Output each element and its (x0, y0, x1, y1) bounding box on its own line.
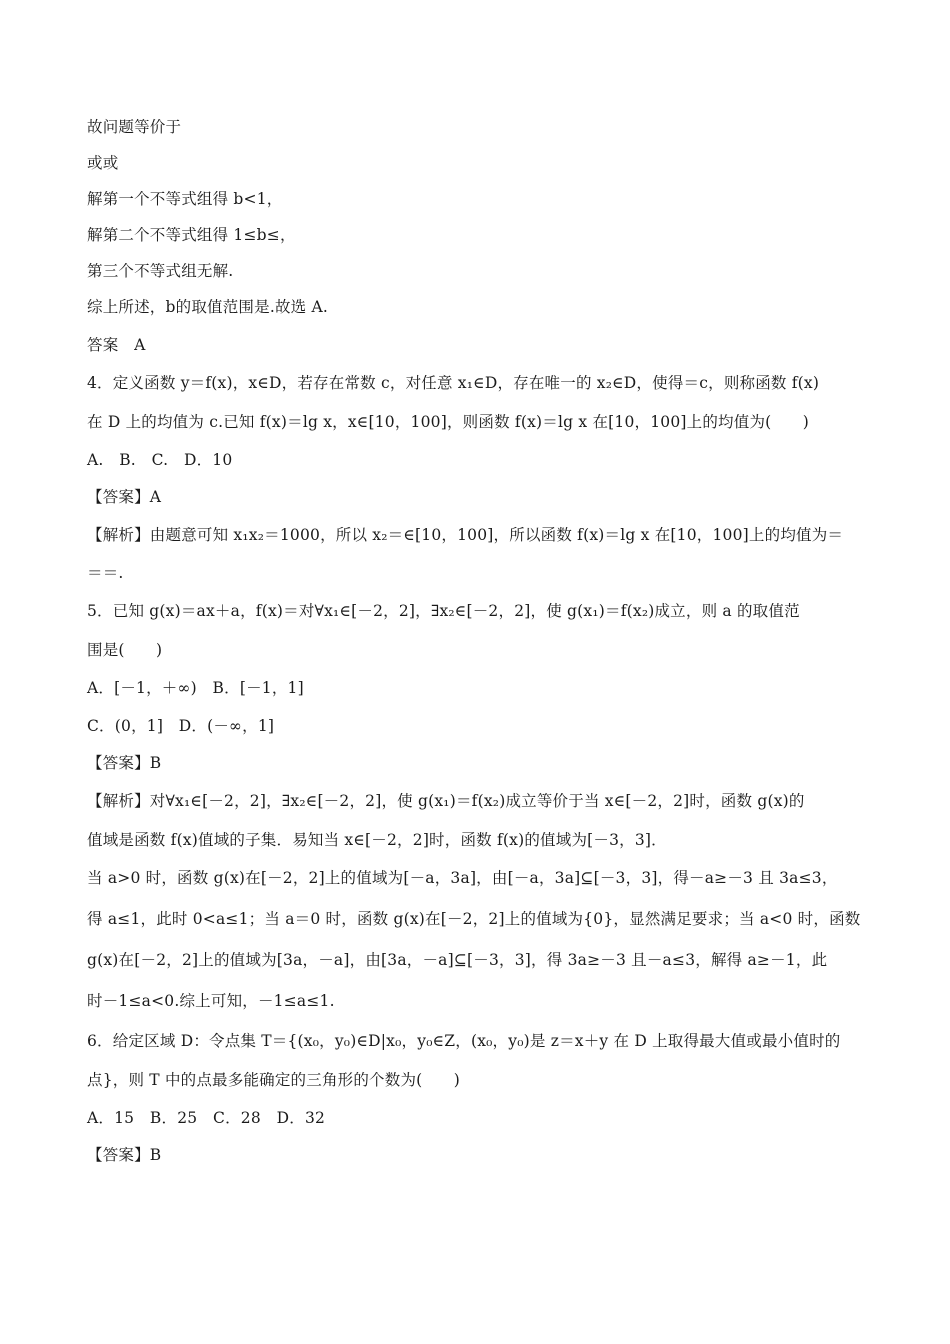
question-5-analysis: g(x)在[－2，2]上的值域为[3a，－a]，由[3a，－a]⊆[－3，3]，得 3a≥－3 且－a≤3，解得 a≥－1，此 (87, 951, 828, 969)
question-6-text: 6．给定区域 D：令点集 T＝{(x₀，y₀)∈D|x₀，y₀∈Z，(x₀，y₀)是 z＝x＋y 在 D 上取得最大值或最小值时的 (87, 1032, 841, 1050)
question-5-analysis: 时－1≤a<0.综上可知，－1≤a≤1. (87, 992, 335, 1010)
text-line: 故问题等价于 (87, 118, 182, 136)
question-4-answer: 【答案】A (87, 488, 162, 506)
question-4-text: 在 D 上的均值为 c.已知 f(x)＝lg x，x∈[10，100]，则函数 f(x)＝lg x 在[10，100]上的均值为( ) (87, 413, 810, 431)
question-5-answer: 【答案】B (87, 754, 162, 772)
question-5-analysis: 得 a≤1，此时 0<a≤1；当 a＝0 时，函数 g(x)在[－2，2]上的值域为{0}，显然满足要求；当 a<0 时，函数 (87, 910, 861, 928)
text-line: 综上所述，b的取值范围是.故选 A. (87, 298, 328, 316)
question-4-options: A. B. C. D．10 (87, 451, 233, 469)
answer-line: 答案 A (87, 336, 146, 354)
question-6-options: A．15 B．25 C．28 D．32 (87, 1109, 326, 1127)
question-5-options: A．[－1，＋∞) B．[－1，1] (87, 679, 304, 697)
question-4-analysis: 【解析】由题意可知 x₁x₂＝1000，所以 x₂＝∈[10，100]，所以函数 f(x)＝lg x 在[10，100]上的均值为＝ (87, 526, 844, 544)
question-6-text: 点}，则 T 中的点最多能确定的三角形的个数为( ) (87, 1071, 461, 1089)
text-line: 第三个不等式组无解. (87, 262, 234, 280)
question-5-analysis: 当 a>0 时，函数 g(x)在[－2，2]上的值域为[－a，3a]，由[－a，3a]⊆[－3，3]，得－a≥－3 且 3a≤3， (87, 869, 838, 887)
question-5-text: 5．已知 g(x)＝ax＋a，f(x)＝对∀x₁∈[－2，2]，∃x₂∈[－2，2]，使 g(x₁)＝f(x₂)成立，则 a 的取值范 (87, 602, 800, 620)
question-5-options: C．(0，1] D．(－∞，1] (87, 717, 275, 735)
text-line: 解第一个不等式组得 b<1， (87, 190, 283, 208)
text-line: 解第二个不等式组得 1≤b≤， (87, 226, 296, 244)
question-4-analysis: ＝＝. (87, 564, 124, 582)
question-5-text: 围是( ) (87, 641, 163, 659)
question-5-analysis: 【解析】对∀x₁∈[－2，2]，∃x₂∈[－2，2]，使 g(x₁)＝f(x₂)成立等价于当 x∈[－2，2]时，函数 g(x)的 (87, 792, 805, 810)
text-line: 或或 (87, 154, 119, 172)
question-6-answer: 【答案】B (87, 1146, 162, 1164)
question-4-text: 4．定义函数 y＝f(x)，x∈D，若存在常数 c，对任意 x₁∈D，存在唯一的 x₂∈D，使得＝c，则称函数 f(x) (87, 374, 820, 392)
question-5-analysis: 值域是函数 f(x)值域的子集．易知当 x∈[－2，2]时，函数 f(x)的值域为[－3，3]． (87, 831, 667, 849)
